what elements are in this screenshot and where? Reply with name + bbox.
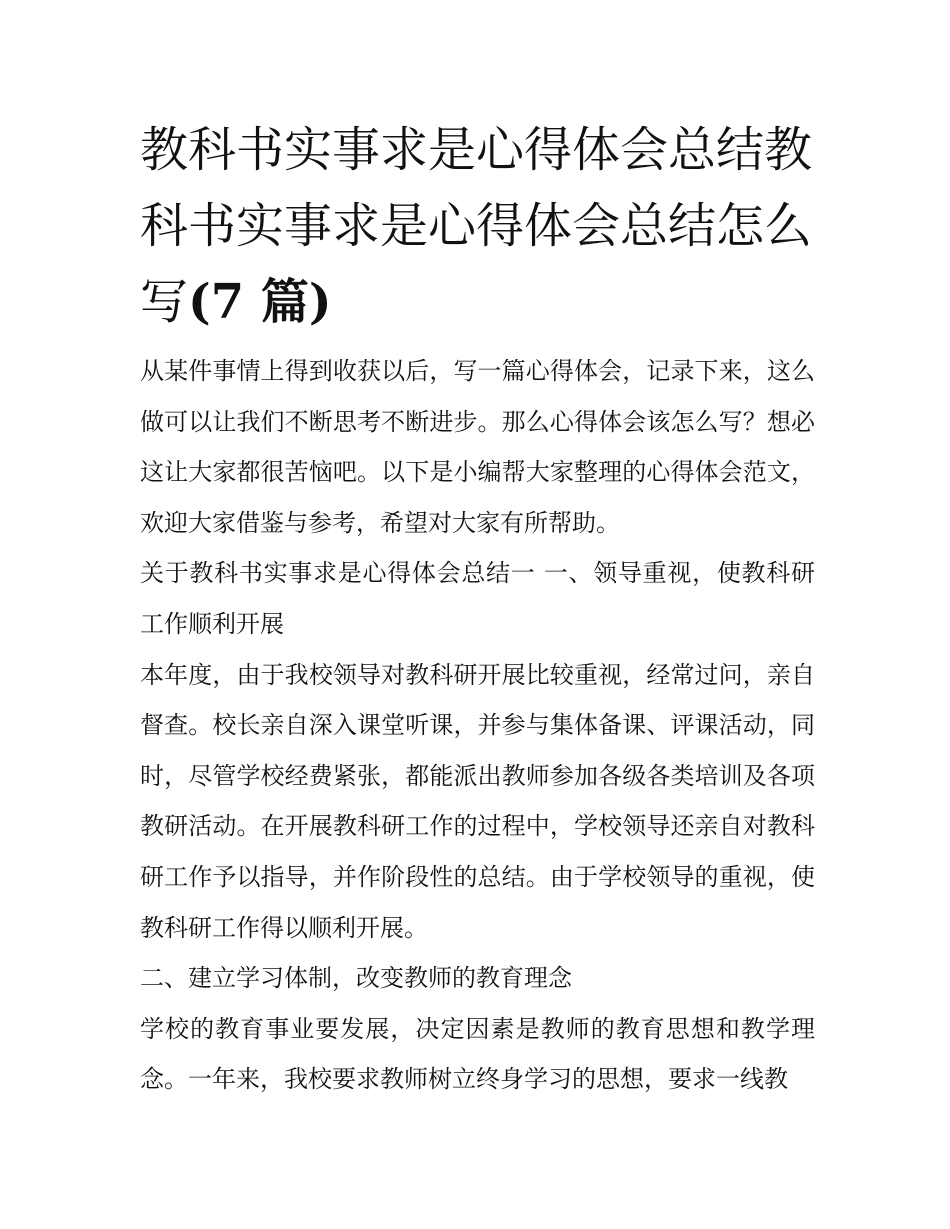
title-main-text: 教科书实事求是心得体会总结教科书实事求是心得体会总结怎么写: [140, 122, 813, 330]
body-paragraph-1: 本年度，由于我校领导对教科研开展比较重视，经常过问，亲自督查。校长亲自深入课堂听课，并参与集体备课、评课活动，同时，尽管学校经费紧张，都能派出教师参加各级各类培训及各项教研活动。在开展教科研工作的过程中，学校领导还亲自对教科研工作予以指导，并作阶段性的总结。由于学校领导的重视，使教科研工作得以顺利开展。: [140, 660, 815, 942]
section-heading-2: 二、建立学习体制，改变教师的教育理念: [140, 964, 572, 993]
section-heading-1: 关于教科书实事求是心得体会总结一 一、领导重视，使教科研工作顺利开展: [140, 559, 815, 638]
intro-paragraph: 从某件事情上得到收获以后，写一篇心得体会，记录下来，这么做可以让我们不断思考不断进步。那么心得体会该怎么写？想必这让大家都很苦恼吧。以下是小编帮大家整理的心得体会范文，欢迎大家借鉴与参考，希望对大家有所帮助。: [140, 357, 815, 537]
title-suffix: (7 篇): [188, 274, 332, 330]
document-page: [140, 112, 815, 1105]
body-paragraph-2: 学校的教育事业要发展，决定因素是教师的教育思想和教学理念。一年来，我校要求教师树立终身学习的思想，要求一线教: [140, 1014, 815, 1094]
document-title: [140, 112, 815, 340]
